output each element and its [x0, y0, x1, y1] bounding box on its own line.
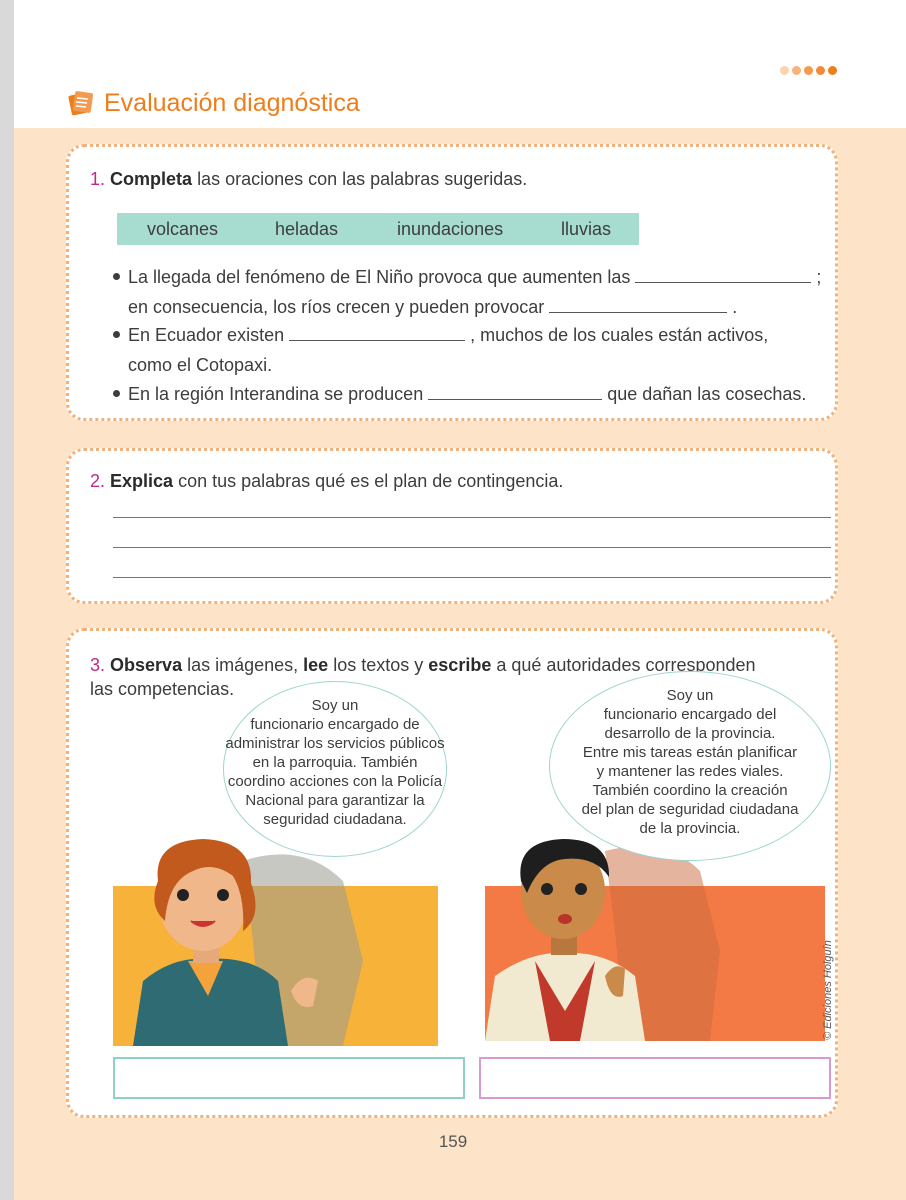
page-number: 159 — [438, 1132, 468, 1151]
word-bank — [117, 213, 639, 245]
question-verb: Observa — [110, 655, 183, 675]
woman-official-illustration — [113, 821, 438, 1046]
question-2-card — [66, 448, 838, 604]
notepad-icon — [66, 88, 96, 118]
answer-blank[interactable] — [428, 385, 602, 400]
bullet — [113, 273, 120, 280]
answer-line[interactable] — [113, 577, 831, 578]
sentence-2-cont: como el Cotopaxi. — [128, 355, 273, 375]
word-bank-item: volcanes — [147, 219, 219, 239]
answer-line[interactable] — [113, 547, 831, 548]
bullet — [113, 331, 120, 338]
question-2-prompt — [90, 471, 563, 492]
dot-2 — [792, 66, 801, 75]
sentence-1: La llegada del fenómeno de El Niño provoca que aumenten las ; — [113, 267, 821, 288]
question-3-prompt: 3. Observa las imágenes, lee los textos y escribe a qué autoridades corresponden — [90, 655, 756, 675]
question-verb: escribe — [428, 655, 492, 675]
question-1-prompt — [90, 169, 527, 190]
sentence-1-cont: en consecuencia, los ríos crecen y pueden provocar . — [128, 297, 738, 317]
dot-4 — [816, 66, 825, 75]
question-text: con tus palabras qué es el plan de contingencia. — [178, 471, 564, 491]
section-header — [66, 88, 360, 118]
question-3-card — [66, 628, 838, 1118]
answer-blank[interactable] — [289, 326, 465, 341]
question-number: 2. — [90, 471, 106, 491]
progress-dots — [780, 66, 837, 75]
dot-1 — [780, 66, 789, 75]
answer-blank[interactable] — [549, 298, 727, 313]
speech-bubble-right: Soy un funcionario encargado del desarrollo de la provincia. Entre mis tareas están planificar y mantener las redes viales. También coordino la creación del plan de seguridad ciudadana de la provincia. — [549, 671, 831, 861]
answer-box-left[interactable] — [113, 1057, 465, 1099]
sentence-2: En Ecuador existen , muchos de los cuales están activos, — [113, 325, 768, 346]
answer-blank[interactable] — [635, 268, 811, 283]
speech-bubble-left: Soy un funcionario encargado de administrar los servicios públicos en la parroquia. También coordino acciones con la Policía Nacional para garantizar la seguridad ciudadana. — [223, 681, 447, 857]
word-bank-item: inundaciones — [397, 219, 504, 239]
word-bank-item: lluvias — [561, 219, 612, 239]
dot-5 — [828, 66, 837, 75]
question-1-card — [66, 144, 838, 421]
answer-line[interactable] — [113, 517, 831, 518]
page-edge — [0, 0, 14, 1200]
question-verb: lee — [303, 655, 329, 675]
image-credit: © Ediciones Holguín — [822, 940, 834, 1040]
question-3-prompt-cont: las competencias. — [90, 679, 235, 699]
question-number: 1. — [90, 169, 106, 189]
answer-box-right[interactable] — [479, 1057, 831, 1099]
question-verb: Explica — [110, 471, 174, 491]
word-bank-item: heladas — [275, 219, 339, 239]
sentence-3: En la región Interandina se producen que dañan las cosechas. — [113, 384, 806, 405]
question-verb: Completa — [110, 169, 193, 189]
page-title: Evaluación diagnóstica — [104, 88, 360, 117]
question-text: las oraciones con las palabras sugeridas. — [197, 169, 528, 189]
question-number: 3. — [90, 655, 106, 675]
bullet — [113, 390, 120, 397]
dot-3 — [804, 66, 813, 75]
